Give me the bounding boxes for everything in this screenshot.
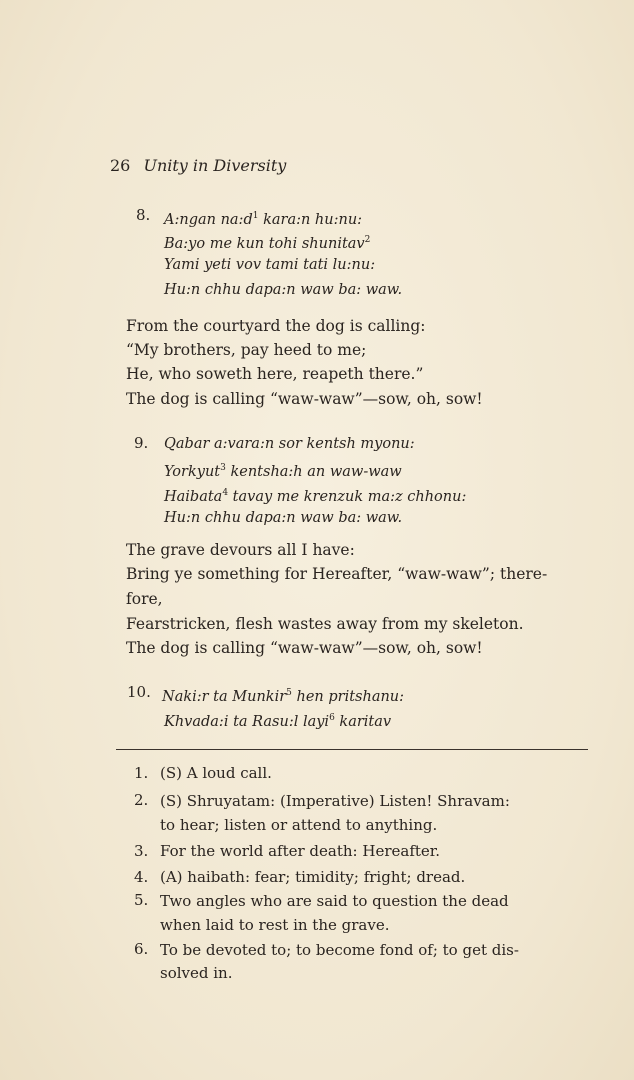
translation-line: “My brothers, pay heed to me; [126, 341, 367, 359]
footnote-text: solved in. [160, 964, 233, 982]
footnote-number: 6. [134, 940, 149, 958]
verse-line: Hu:n chhu dapa:n waw ba: waw. [164, 510, 403, 526]
verse-line: A:ngan $na:d^1$ kara:n hu:nu: [164, 211, 363, 228]
page-number: 26 [110, 156, 131, 175]
translation-line: He, who soweth here, reapeth there.” [126, 365, 424, 383]
translation-line: The dog is calling “waw-waw”—sow, oh, sow! [126, 639, 483, 657]
footnote-text: For the world after death: Hereafter. [160, 842, 441, 860]
footnote-text: (S) Shruyatam: (Imperative) Listen! Shravam: [160, 792, 510, 810]
verse-line: Naki:r ta Munkir$^5$ hen pritshanu: [162, 688, 405, 705]
verse-number: 10. [127, 683, 151, 701]
translation-line: The grave devours all I have: [126, 541, 355, 559]
verse-line: Haibata$^4$ tavay me krenzuk ma:z chhonu: [164, 488, 467, 505]
footnote-number: 4. [134, 868, 149, 886]
verse-line: Yorkyut$^3$ kentsha:h an waw-waw [164, 463, 402, 480]
verse-line: Hu:n chhu dapa:n waw ba: waw. [164, 282, 403, 298]
footnote-text: (S) A loud call. [160, 764, 272, 782]
verse-line: Ba:yo me kun tohi shunitav$^2$ [164, 235, 371, 252]
verse-line: Qabar a:vara:n sor kentsh myonu: [164, 436, 415, 452]
translation-line: From the courtyard the dog is calling: [126, 317, 426, 335]
verse-line: Khvada:i ta Rasu:l layi$^6$ karitav [164, 713, 392, 730]
footnote-text: (A) haibath: fear; timidity; fright; dread. [160, 868, 466, 886]
verse-number: 9. [134, 434, 149, 452]
translation-line: Bring ye something for Hereafter, “waw-waw”; there- [126, 565, 548, 583]
footnote-number: 5. [134, 891, 149, 909]
translation-line: fore, [126, 590, 163, 608]
running-title: Unity in Diversity [143, 156, 287, 175]
footnote-text: Two angles who are said to question the dead [160, 892, 509, 910]
footnote-text: when laid to rest in the grave. [160, 916, 390, 934]
translation-line: Fearstricken, flesh wastes away from my skeleton. [126, 615, 524, 633]
footnote-number: 3. [134, 842, 149, 860]
verse-line: Yami yeti vov tami tati lu:nu: [164, 257, 376, 273]
verse-number: 8. [136, 206, 151, 224]
footnote-divider [116, 749, 588, 750]
footnote-number: 2. [134, 791, 149, 809]
running-header [110, 156, 286, 175]
footnote-number: 1. [134, 764, 149, 782]
translation-line: The dog is calling “waw-waw”—sow, oh, sow! [126, 390, 483, 408]
footnote-text: To be devoted to; to become fond of; to get dis- [160, 941, 519, 959]
footnote-text: to hear; listen or attend to anything. [160, 816, 438, 834]
